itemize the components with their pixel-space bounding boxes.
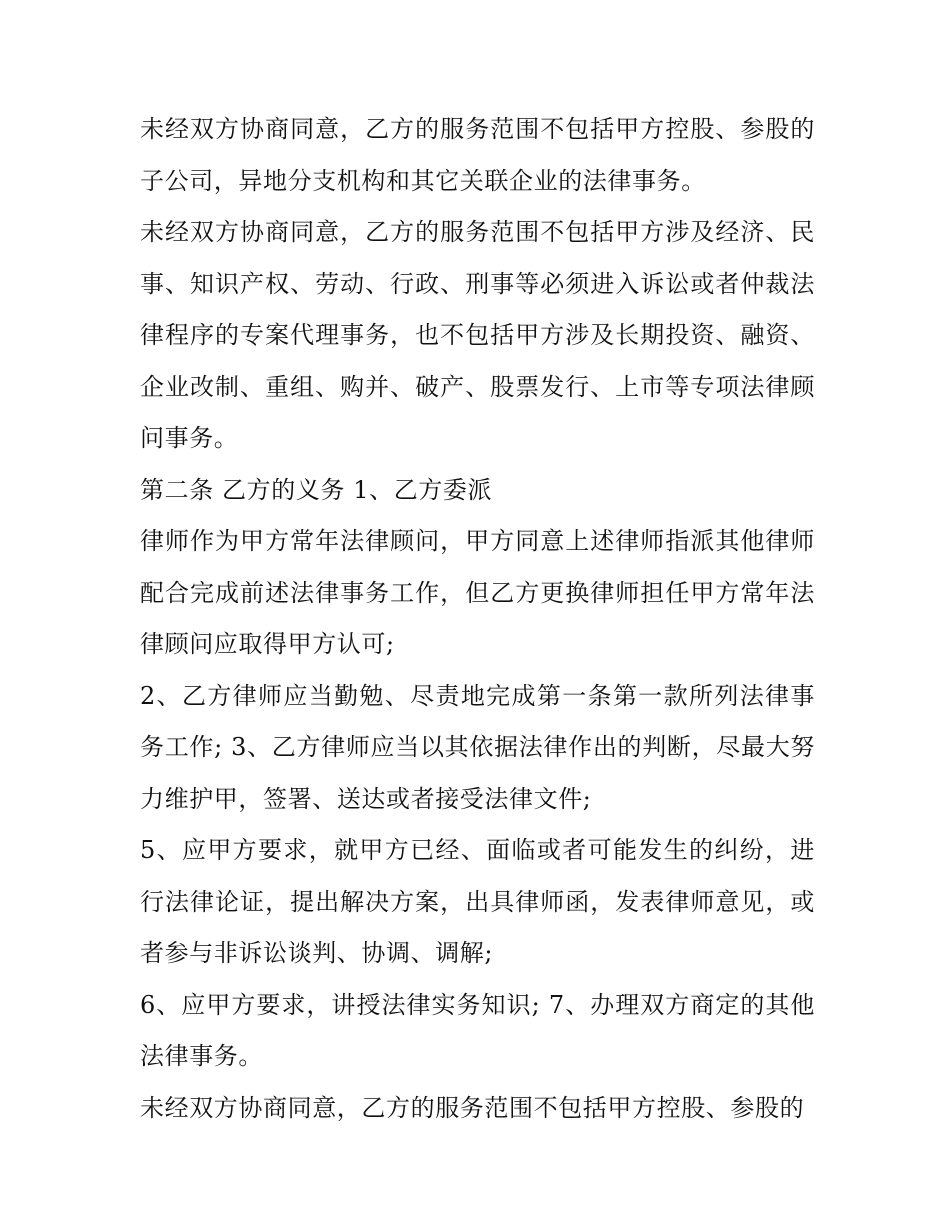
paragraph-article-two-heading: 第二条 乙方的义务 1、乙方委派 <box>140 475 493 504</box>
document-body <box>140 104 815 1134</box>
paragraph-scope-repeat: 未经双方协商同意，乙方的服务范围不包括甲方控股、参股的 <box>140 1093 805 1122</box>
paragraph-scope-subsidiaries: 未经双方协商同意，乙方的服务范围不包括甲方控股、参股的子公司，异地分支机构和其它关联企业的法律事务。 <box>140 115 815 195</box>
paragraph-duties-6-7: 6、应甲方要求，讲授法律实务知识; 7、办理双方商定的其他法律事务。 <box>140 990 815 1070</box>
paragraph-appointed-lawyer: 律师作为甲方常年法律顾问，甲方同意上述律师指派其他律师配合完成前述法律事务工作，但乙方更换律师担任甲方常年法律顾问应取得甲方认可; <box>140 527 815 658</box>
paragraph-duties-2-3: 2、乙方律师应当勤勉、尽责地完成第一条第一款所列法律事务工作; 3、乙方律师应当以其依据法律作出的判断，尽最大努力维护甲，签署、送达或者接受法律文件; <box>140 681 815 813</box>
paragraph-scope-litigation: 未经双方协商同意，乙方的服务范围不包括甲方涉及经济、民事、知识产权、劳动、行政、刑事等必须进入诉讼或者仲裁法律程序的专案代理事务，也不包括甲方涉及长期投资、融资、企业改制、重组、购并、破产、股票发行、上市等专项法律顾问事务。 <box>140 218 815 452</box>
paragraph-duty-5: 5、应甲方要求，就甲方已经、面临或者可能发生的纠纷，进行法律论证，提出解决方案，出具律师函，发表律师意见，或者参与非诉讼谈判、协调、调解; <box>140 836 815 967</box>
